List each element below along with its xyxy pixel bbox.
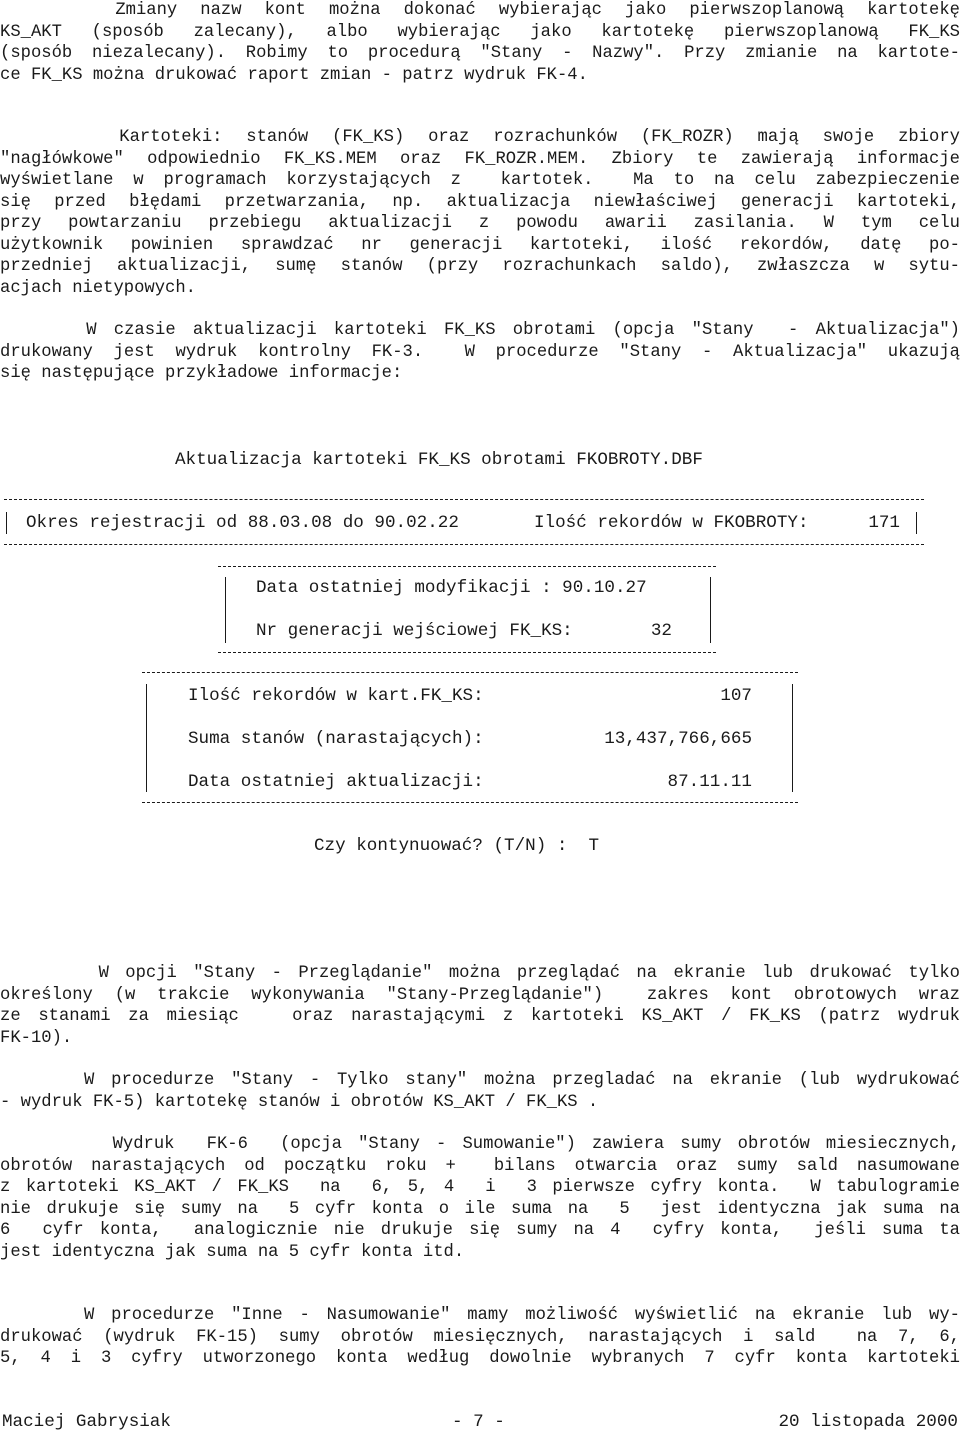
text-line: drukować (wydruk FK-15) sumy obrotów miesięcznych, narastających i sald na 7, 6, <box>0 1327 960 1347</box>
text-line: - wydruk FK-5) kartotekę stanów i obrotów KS_AKT / FK_KS . <box>0 1092 599 1112</box>
text-line: jest identyczna jak suma na 5 cyfr konta itd. <box>0 1242 465 1262</box>
text-line: 5, 4 i 3 cyfry utworzonego konta według dowolnie wybranych 7 cyfr konta kartoteki <box>0 1349 960 1368</box>
text-line: określony (w trakcie wykonywania "Stany-Przeglądanie") zakres kont obrotowych wraz <box>0 985 960 1005</box>
divider <box>142 802 798 803</box>
divider <box>218 566 716 567</box>
last-update-value: 87.11.11 <box>667 772 752 792</box>
text-line: KS_AKT (sposób zalecany), albo wybierając jako kartotekę pierwszoplanową FK_KS <box>0 22 960 42</box>
text-line: acjach nietypowych. <box>0 278 196 298</box>
text-line: W procedurze "Stany - Tylko stany" można przegladać na ekranie (lub wydrukować <box>0 1071 960 1090</box>
divider <box>142 672 798 673</box>
text-line: (sposób niezalecany). Robimy to procedurą "Stany - Nazwy". Przy zmianie na kartote- <box>0 44 960 63</box>
text-line: Zmiany nazw kont można dokonać wybierając jako pierwszoplanową kartotekę <box>0 1 960 20</box>
text-line: przy powtarzaniu przebiegu aktualizacji z powodu awarii zasilania. W tym celu <box>0 214 960 233</box>
record-count-value: 171 <box>868 513 900 533</box>
screen-title: Aktualizacja kartoteki FK_KS obrotami FKOBROTY.DBF <box>175 450 703 470</box>
text-line: "nagłówkowe" odpowiednio FK_KS.MEM oraz FK_ROZR.MEM. Zbiory te zawierają informacje <box>0 149 960 169</box>
text-line: się następujące przykładowe informacje: <box>0 364 403 383</box>
period-label: Okres rejestracji od 88.03.08 do 90.02.22 <box>26 513 459 533</box>
frame-border <box>792 684 793 792</box>
frame-border <box>710 577 711 643</box>
frame-border <box>225 577 226 643</box>
text-line: FK-10). <box>0 1028 73 1048</box>
sum-label: Suma stanów (narastających): <box>188 729 484 749</box>
text-line: W opcji "Stany - Przeglądanie" można przeglądać na ekranie lub drukować tylko <box>0 964 960 983</box>
text-line: z kartoteki KS_AKT / FK_KS na 6, 5, 4 i 3 pierwsze cyfry konta. W tabulogramie <box>0 1178 960 1197</box>
frame-border <box>916 512 917 534</box>
record-count-label: Ilość rekordów w FKOBROTY: <box>534 513 809 533</box>
text-line: Kartoteki: stanów (FK_KS) oraz rozrachunków (FK_ROZR) mają swoje zbiory <box>0 128 960 147</box>
text-line: ce FK_KS można drukować raport zmian - patrz wydruk FK-4. <box>0 65 588 85</box>
text-line: się przed błędami przetwarzania, np. aktualizacja niewłaściwej generacji kartoteki, <box>0 192 960 212</box>
text-line: Wydruk FK-6 (opcja "Stany - Sumowanie") zawiera sumy obrotów miesiecznych, <box>0 1135 960 1154</box>
generation-value: 32 <box>650 621 672 641</box>
sum-value: 13,437,766,665 <box>604 729 752 749</box>
divider <box>4 544 924 545</box>
generation-label: Nr generacji wejściowej FK_KS: <box>256 621 573 641</box>
divider <box>218 652 716 653</box>
continue-prompt: Czy kontynuować? (T/N) : T <box>314 836 600 856</box>
text-line: wyświetlane w programach korzystających z kartotek. Ma to na celu zabezpieczenie <box>0 171 960 190</box>
text-line: drukowany jest wydruk kontrolny FK-3. W procedurze "Stany - Aktualizacja" ukazują <box>0 342 960 362</box>
text-line: 6 cyfr konta, analogicznie nie drukuje się sumy na 4 cyfry konta, jeśli suma ta <box>0 1221 960 1240</box>
text-line: nie drukuje się sumy na 5 cyfr konta o ile suma na 5 jest identyczna jak suma na <box>0 1199 960 1219</box>
last-update-label: Data ostatniej aktualizacji: <box>188 772 484 792</box>
footer-author: Maciej Gabrysiak <box>2 1412 171 1432</box>
modification-date: Data ostatniej modyfikacji : 90.10.27 <box>256 578 647 598</box>
text-line: ze stanami za miesiąc oraz narastającymi z kartoteki KS_AKT / FK_KS (patrz wydruk <box>0 1007 960 1026</box>
text-line: obrotów narastających od początku roku + bilans otwarcia oraz sumy sald nasumowane <box>0 1156 960 1176</box>
text-line: użytkownik powinien sprawdzać nr generacji kartoteki, ilość rekordów, datę po- <box>0 235 960 255</box>
page-number: - 7 - <box>452 1412 505 1432</box>
frame-border <box>6 512 7 534</box>
frame-border <box>146 684 147 792</box>
records-value: 107 <box>720 686 752 706</box>
records-label: Ilość rekordów w kart.FK_KS: <box>188 686 484 706</box>
footer-date: 20 listopada 2000 <box>778 1412 958 1432</box>
text-line: przedniej aktualizacji, sumę stanów (przy rozrachunkach saldo), zwłaszcza w sytu- <box>0 257 960 276</box>
divider <box>4 499 924 500</box>
text-line: W procedurze "Inne - Nasumowanie" mamy możliwość wyświetlić na ekranie lub wy- <box>0 1306 960 1325</box>
text-line: W czasie aktualizacji kartoteki FK_KS obrotami (opcja "Stany - Aktualizacja") <box>0 321 960 340</box>
